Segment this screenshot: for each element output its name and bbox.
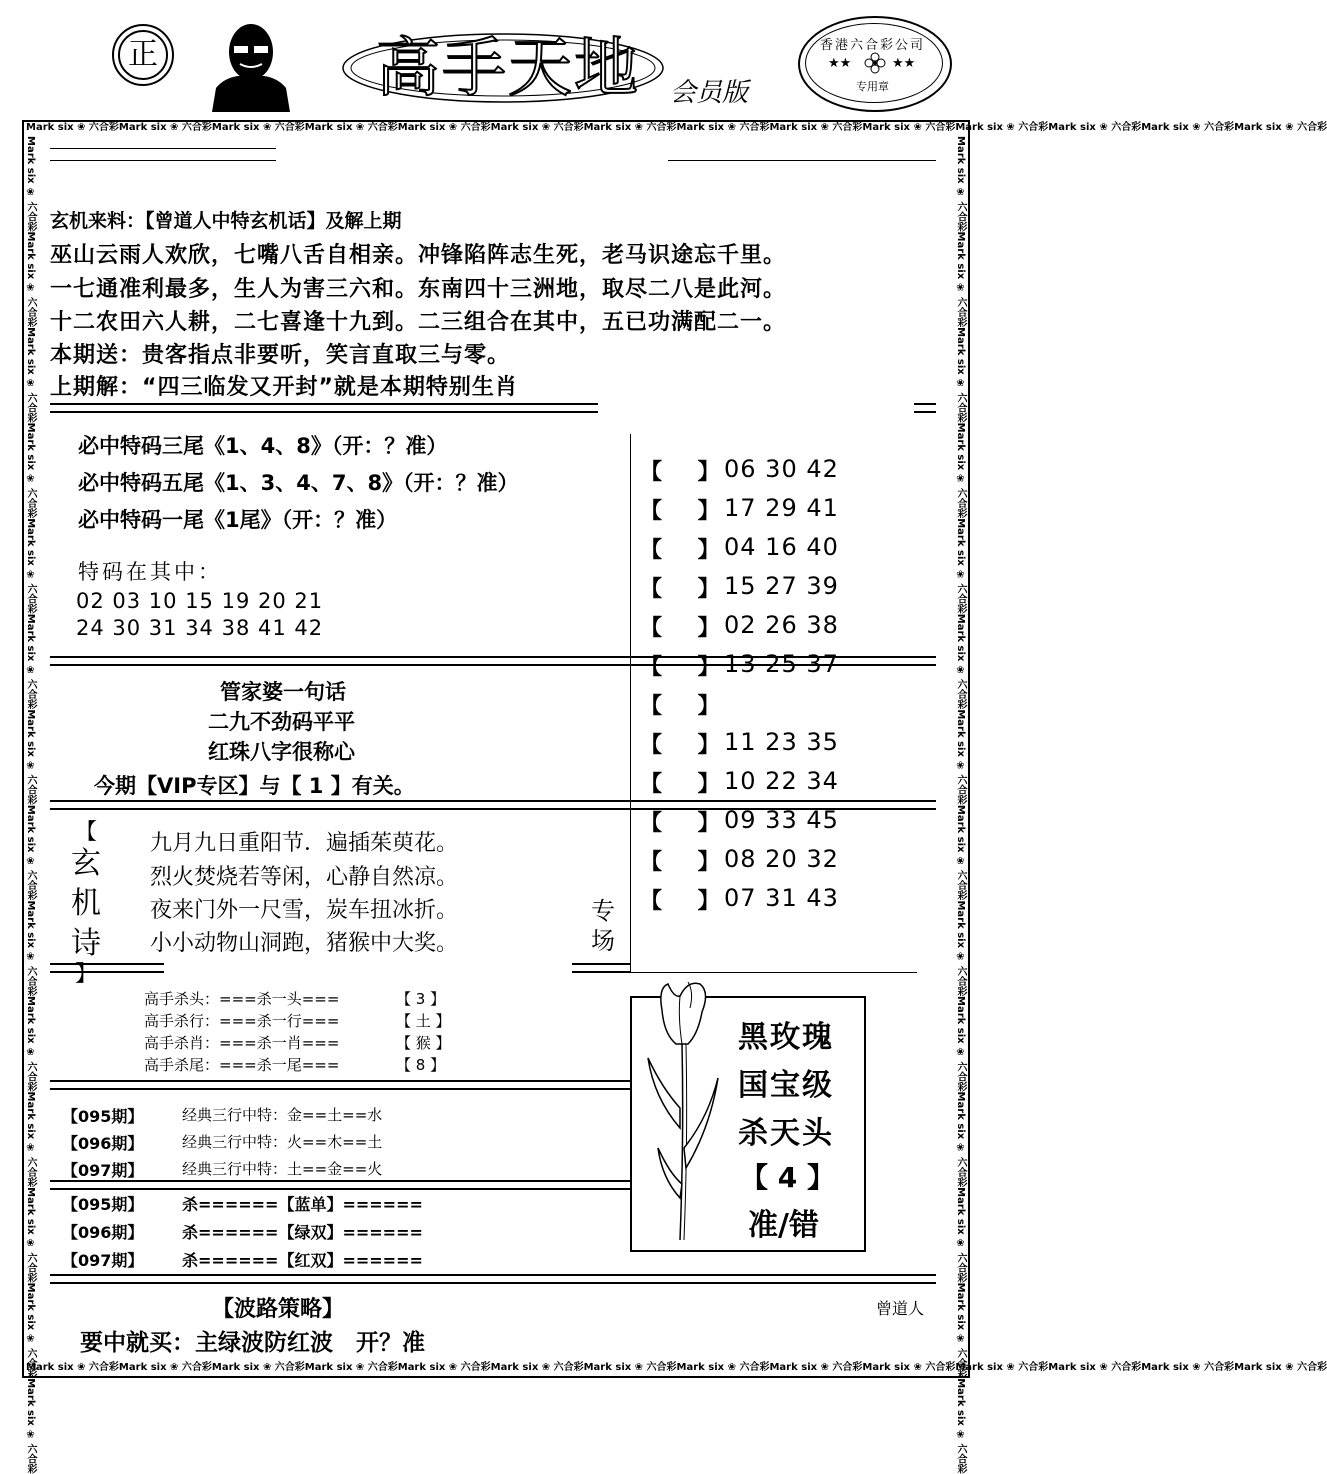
kill-label: 高手杀肖：===杀一肖=== [144,1034,340,1052]
separator [50,963,164,973]
separator [50,1274,936,1284]
special-line: 24 30 31 34 38 41 42 [76,616,324,640]
top-strip: Mark six ❀ 六合彩Mark six ❀ 六合彩Mark six ❀ 六合彩Mark six ❀ 六合彩Mark six ❀ 六合彩Mark six ❀ 六合彩Mark six ❀ 六合彩Mark six ❀ 六合彩Mark six ❀ 六合彩Mark six ❀ 六合彩Mark six ❀ 六合彩Mark six ❀ 六合彩Mark six ❀ 六合彩Mark six ❀ 六合彩 [26,122,1327,133]
riddle-heading: 玄机来料：【曾道人中特玄机话】及解上期 [50,210,402,232]
kill-label: 高手杀头：===杀一头=== [144,990,340,1008]
tulip-icon [640,978,726,1244]
zone-char: 场 [591,927,615,955]
poem-tag-char: 机 [71,886,101,921]
page-title: 高手天地 [376,32,640,106]
seal-stars-left: ★★ [828,56,852,71]
row-bracket: 【 】 [640,538,734,563]
poem-line: 烈火焚烧若等闲，心静自然凉。 [150,865,459,890]
row-bracket: 【 】 [640,655,734,680]
period-label: 【097期】 [62,1161,144,1180]
row-numbers: 04 16 40 [724,533,839,561]
wave-author: 曾道人 [876,1299,925,1318]
badge-char: 正 [118,30,168,80]
kill-color-text: 杀======【绿双】====== [182,1223,423,1242]
five-element-text: 经典三行中特：金==土==水 [182,1106,383,1124]
row-numbers: 13 25 37 [724,650,839,678]
housekeeper-line: 红珠八字很称心 [208,740,355,764]
seal-top-text: 香港六合彩公司 [820,38,926,53]
separator [914,403,936,413]
zone-char: 专 [591,897,615,925]
kill-label: 高手杀行：===杀一行=== [144,1012,340,1030]
five-element-text: 经典三行中特：土==金==火 [182,1160,383,1178]
company-seal [798,16,952,112]
five-element-text: 经典三行中特：火==木==土 [182,1133,383,1151]
special-line: 02 03 10 15 19 20 21 [76,589,324,613]
row-numbers: 06 30 42 [724,455,839,483]
kill-value: 【 8 】 [396,1056,446,1074]
poem-tag-char: 诗 [71,926,101,961]
riddle-line: 一七通准利最多，生人为害三六和。东南四十三洲地，取尽二八是此河。 [50,277,787,302]
rose-value: 【 4 】 [740,1161,835,1194]
vip-line: 今期【VIP专区】与【 1 】有关。 [94,774,415,798]
zone-label [588,896,618,956]
rose-line: 杀天头 [738,1116,834,1151]
bottom-strip: Mark six ❀ 六合彩Mark six ❀ 六合彩Mark six ❀ 六合彩Mark six ❀ 六合彩Mark six ❀ 六合彩Mark six ❀ 六合彩Mark six ❀ 六合彩Mark six ❀ 六合彩Mark six ❀ 六合彩Mark six ❀ 六合彩Mark six ❀ 六合彩Mark six ❀ 六合彩Mark six ❀ 六合彩Mark six ❀ 六合彩 [26,1362,1327,1373]
right-strip: Mark six ❀ 六合彩Mark six ❀ 六合彩Mark six ❀ 六合彩Mark six ❀ 六合彩Mark six ❀ 六合彩Mark six ❀ 六合彩Mark six ❀ 六合彩Mark six ❀ 六合彩Mark six ❀ 六合彩Mark six ❀ 六合彩Mark six ❀ 六合彩Mark six ❀ 六合彩Mark six ❀ 六合彩Mark six ❀ 六合彩 [955,136,966,1474]
seal-stars-right: ★★ [892,56,916,71]
divider [50,160,276,161]
poem-line: 小小动物山洞跑，猪猴中大奖。 [150,931,459,956]
separator [50,1180,630,1190]
row-bracket: 【 】 [640,889,734,914]
poem-line: 夜来门外一尺雪，炭车扭冰折。 [150,898,459,923]
kill-value: 【 猴 】 [396,1034,451,1052]
kill-value: 【 3 】 [396,990,446,1008]
seal-bottom-text: 专用章 [856,80,889,93]
separator [50,403,598,413]
riddle-line: 巫山云雨人欢欣，七嘴八舌自相亲。冲锋陷阵志生死，老马识途忘千里。 [50,243,787,268]
row-numbers: 08 20 32 [724,845,839,873]
separator [572,963,630,973]
period-label: 【095期】 [62,1195,144,1214]
poem-line: 九月九日重阳节．遍插茱萸花。 [150,831,459,856]
period-label: 【096期】 [62,1134,144,1153]
divider [50,148,276,149]
subtitle: 会员版 [670,78,749,108]
wave-title: 【波路策略】 [212,1297,345,1322]
tail-pick: 必中特码三尾《1、4、8》（开：？准） [78,434,448,458]
row-bracket: 【 】 [640,772,734,797]
row-bracket: 【 】 [640,850,734,875]
row-bracket: 【 】 [640,577,734,602]
rose-result: 准/错 [748,1208,819,1243]
row-bracket: 【 】 [640,733,734,758]
flower-icon [864,52,886,74]
row-bracket: 【 】 [640,499,734,524]
rose-line: 国宝级 [738,1068,834,1103]
rose-line: 黑玫瑰 [738,1020,834,1055]
portrait-icon [212,18,290,112]
kill-color-text: 杀======【蓝单】====== [182,1195,423,1214]
row-numbers: 02 26 38 [724,611,839,639]
row-numbers: 15 27 39 [724,572,839,600]
riddle-send: 本期送：贵客指点非要听，笑言直取三与零。 [50,343,511,368]
wave-text: 要中就买：主绿波防红波 开？准 [80,1330,425,1356]
tail-pick: 必中特码五尾《1、3、4、7、8》（开：？准） [78,471,519,495]
kill-label: 高手杀尾：===杀一尾=== [144,1056,340,1074]
housekeeper-title: 管家婆一句话 [220,680,346,704]
period-label: 【097期】 [62,1251,144,1270]
kill-color-text: 杀======【红双】====== [182,1251,423,1270]
riddle-last: 上期解：“四三临发又开封”就是本期特别生肖 [50,375,518,400]
row-numbers: 07 31 43 [724,884,839,912]
separator [50,1080,630,1090]
special-label: 特码在其中： [78,560,222,584]
tail-pick: 必中特码一尾《1尾》（开：？准） [78,508,398,532]
row-numbers: 11 23 35 [724,728,839,756]
riddle-line: 十二农田六人耕，二七喜逢十九到。二三组合在其中，五已功满配二一。 [50,310,787,335]
row-bracket: 【 】 [640,460,734,485]
housekeeper-line: 二九不劲码平平 [208,710,355,734]
row-bracket: 【 】 [640,694,734,719]
row-numbers: 09 33 45 [724,806,839,834]
left-strip: Mark six ❀ 六合彩Mark six ❀ 六合彩Mark six ❀ 六合彩Mark six ❀ 六合彩Mark six ❀ 六合彩Mark six ❀ 六合彩Mark six ❀ 六合彩Mark six ❀ 六合彩Mark six ❀ 六合彩Mark six ❀ 六合彩Mark six ❀ 六合彩Mark six ❀ 六合彩Mark six ❀ 六合彩Mark six ❀ 六合彩 [25,136,36,1474]
poem-tag [68,822,104,986]
poem-tag-char: 【 [74,820,97,845]
poem-tag-char: 玄 [71,846,101,881]
row-numbers: 10 22 34 [724,767,839,795]
period-label: 【096期】 [62,1223,144,1242]
row-numbers: 17 29 41 [724,494,839,522]
kill-value: 【 土 】 [396,1012,451,1030]
row-bracket: 【 】 [640,616,734,641]
divider [668,160,936,161]
badge [112,24,174,86]
period-label: 【095期】 [62,1107,144,1126]
row-bracket: 【 】 [640,811,734,836]
poem-tag-char: 】 [74,962,97,987]
